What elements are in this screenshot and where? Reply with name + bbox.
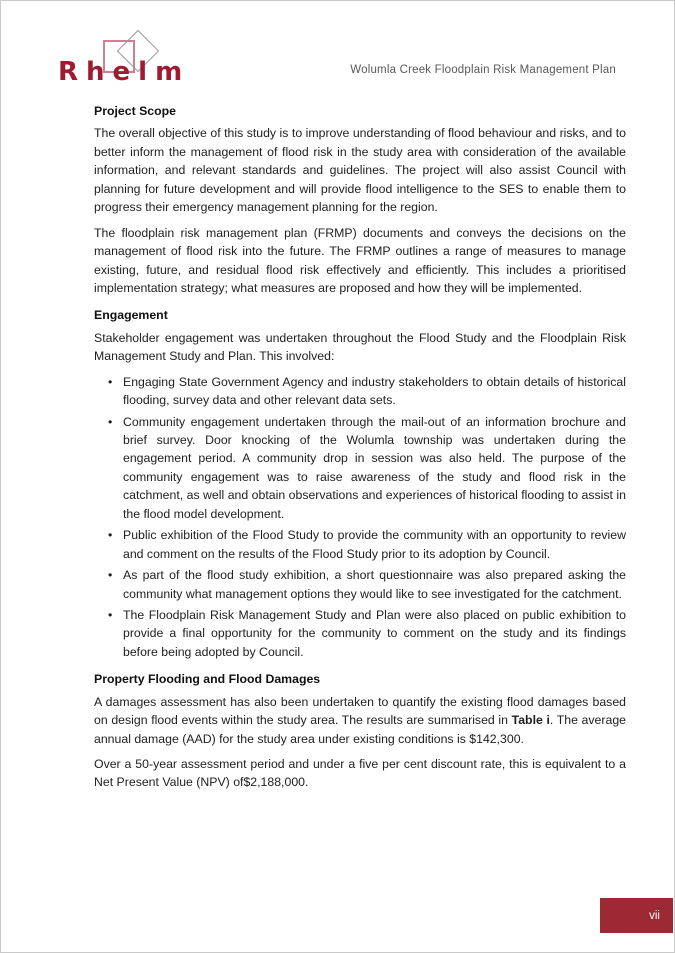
rhelm-logo xyxy=(58,29,191,89)
bullet-item-4 xyxy=(94,566,626,603)
bullet-item-4-text: As part of the flood study exhibition, a short questionnaire was also prepared asking the community what management options they would like to see investigated for the catchment. xyxy=(123,568,626,601)
bullet-item-1 xyxy=(94,373,626,410)
bullet-item-2-text: Community engagement undertaken through the mail-out of an information brochure and brief survey. Door knocking of the Wolumla township was undertaken during the engagement period. A community drop in session was also held. The purpose of the community engagement was to raise awareness of the study and flood risk in the catchment, as well and obtain observations and experiences of historical flooding to assist in the flood model development. xyxy=(123,414,626,521)
page-number-badge xyxy=(600,898,673,933)
bullet-item-2 xyxy=(94,413,626,524)
paragraph-project-scope-1: The overall objective of this study is to improve understanding of flood behaviour and risks, and to better inform the management of flood risk in the study area with consideration of the available information, and relevant standards and guidelines. The project will also assist Council with planning for future development and will provide flood intelligence to the SES to enable them to progress their emergency management planning for the region. xyxy=(94,126,626,215)
section-heading-engagement: Engagement xyxy=(94,308,168,323)
section-heading-property-damages: Property Flooding and Flood Damages xyxy=(94,672,321,687)
bullet-item-5 xyxy=(94,606,626,661)
logo-text: Rhelm xyxy=(58,57,191,87)
bullet-icon: • xyxy=(108,414,113,429)
table-i-reference: Table i xyxy=(511,713,550,728)
engagement-bullet-list xyxy=(94,373,626,662)
damages-text-after: . The average annual damage (AAD) for the study area under existing conditions is $142,300. xyxy=(94,713,626,746)
paragraph-property-damages-2: Over a 50-year assessment period and under a five per cent discount rate, this is equivalent to a Net Present Value (NPV) of$2,188,000. xyxy=(94,757,626,790)
document-title: Wolumla Creek Floodplain Risk Management Plan xyxy=(350,64,616,76)
bullet-item-3-text: Public exhibition of the Flood Study to provide the community with an opportunity to review and comment on the results of the Flood Study prior to its adoption by Council. xyxy=(123,528,626,561)
bullet-icon: • xyxy=(108,528,113,543)
damages-text-before: A damages assessment has also been undertaken to quantify the existing flood damages based on design flood events within the study area. The results are summarised in xyxy=(94,694,626,728)
paragraph-engagement-intro: Stakeholder engagement was undertaken throughout the Flood Study and the Floodplain Risk Management Study and Plan. This involved: xyxy=(94,330,626,364)
paragraph-project-scope-2: The floodplain risk management plan (FRMP) documents and conveys the decisions on the management of flood risk into the future. The FRMP outlines a range of measures to manage existing, future, and residual flood risk effectively and efficiently. This includes a prioritised implementation strategy; what measures are proposed and how they will be implemented. xyxy=(94,225,626,295)
bullet-icon: • xyxy=(108,568,113,583)
bullet-item-1-text: Engaging State Government Agency and industry stakeholders to obtain details of historical flooding, survey data and other relevant data sets. xyxy=(123,374,626,408)
bullet-item-3 xyxy=(94,526,626,563)
page-content xyxy=(94,102,626,799)
section-heading-project-scope: Project Scope xyxy=(94,104,177,118)
paragraph-property-damages-1 xyxy=(94,693,626,748)
bullet-item-5-text: The Floodplain Risk Management Study and Plan were also placed on public exhibition to provide a final opportunity for the community to comment on the study and its findings before being adopted by Council. xyxy=(123,607,626,659)
bullet-icon: • xyxy=(108,374,113,389)
page-number: vii xyxy=(649,909,660,922)
bullet-icon: • xyxy=(108,607,113,622)
